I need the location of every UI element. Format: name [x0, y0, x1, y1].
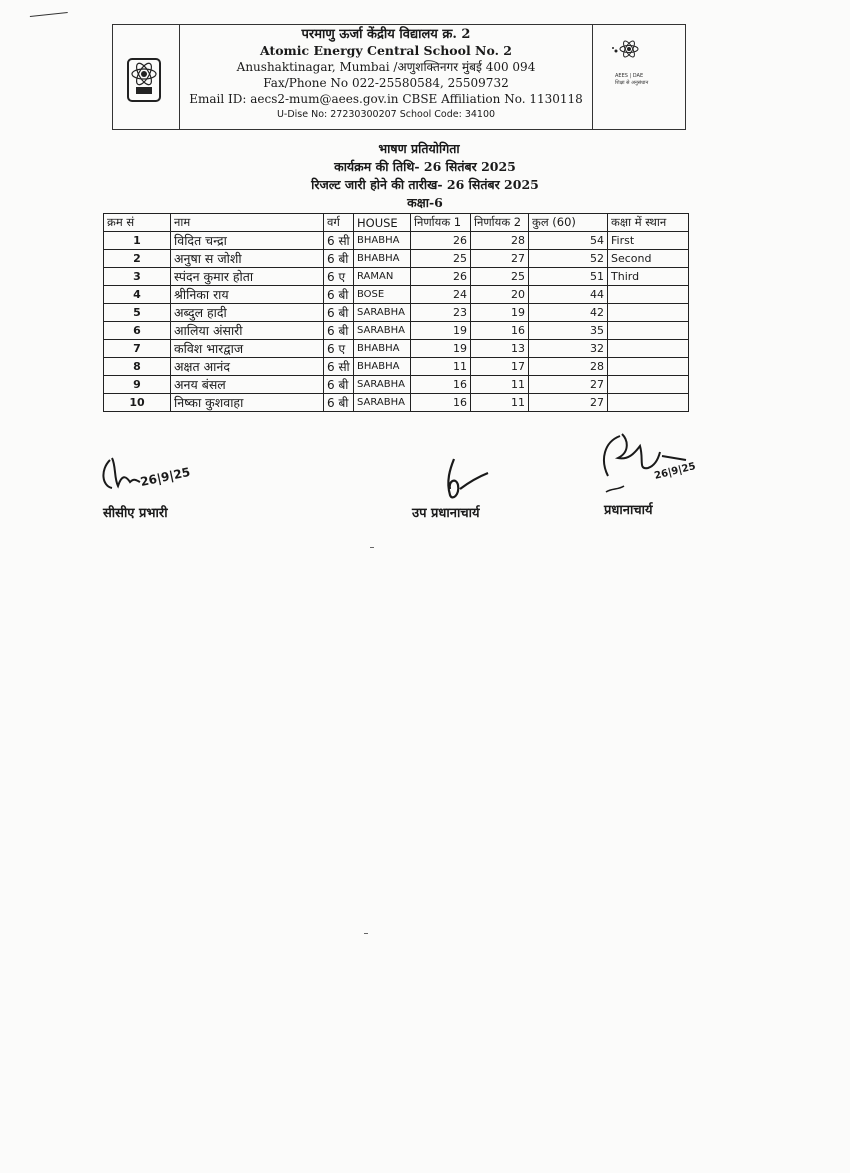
cell-total: 32 [529, 340, 608, 358]
cell-sn: 7 [104, 340, 171, 358]
scan-dot [364, 933, 368, 934]
cell-judge2: 28 [471, 232, 529, 250]
vice-principal-label: उप प्रधानाचार्य [412, 506, 480, 521]
school-name-hindi: परमाणु ऊर्जा केंद्रीय विद्यालय क्र. 2 [301, 27, 471, 42]
cell-total: 28 [529, 358, 608, 376]
cell-varg: 6 ए [324, 268, 354, 286]
cell-total: 27 [529, 376, 608, 394]
cell-judge2: 19 [471, 304, 529, 322]
cell-judge1: 26 [411, 268, 471, 286]
school-letterhead [112, 24, 686, 130]
cell-house: SARABHA [354, 376, 411, 394]
table-row [104, 286, 689, 304]
col-header-house: HOUSE [354, 214, 411, 232]
result-table [103, 213, 689, 412]
table-row [104, 232, 689, 250]
competition-title: भाषण प्रतियोगिता [378, 141, 460, 156]
cell-judge1: 25 [411, 250, 471, 268]
aees-emblem-cell [592, 25, 685, 129]
school-logo-cell [113, 25, 180, 129]
cell-judge1: 19 [411, 340, 471, 358]
cell-total: 35 [529, 322, 608, 340]
cell-sn: 5 [104, 304, 171, 322]
cell-varg: 6 सी [324, 358, 354, 376]
school-udise: U-Dise No: 27230300207 School Code: 34100 [276, 109, 496, 120]
cell-house: SARABHA [354, 322, 411, 340]
vice-signature-scribble [432, 455, 502, 505]
scan-artifact-line [30, 12, 68, 21]
table-row [104, 304, 689, 322]
table-row [104, 322, 689, 340]
cell-name: स्पंदन कुमार होता [171, 268, 324, 286]
cell-house: BHABHA [354, 250, 411, 268]
cell-varg: 6 बी [324, 394, 354, 412]
cell-rank [608, 394, 689, 412]
principal-signature [598, 430, 728, 506]
cell-rank [608, 340, 689, 358]
cell-judge2: 27 [471, 250, 529, 268]
col-header-name: नाम [171, 214, 324, 232]
cell-total: 42 [529, 304, 608, 322]
cell-sn: 8 [104, 358, 171, 376]
table-row [104, 394, 689, 412]
principal-signature-date: 26|9|25 [653, 461, 697, 482]
cell-house: BHABHA [354, 358, 411, 376]
cell-judge1: 23 [411, 304, 471, 322]
cell-house: BHABHA [354, 340, 411, 358]
cell-total: 52 [529, 250, 608, 268]
cell-varg: 6 बी [324, 322, 354, 340]
table-row [104, 376, 689, 394]
cell-rank [608, 376, 689, 394]
school-address: Anushaktinagar, Mumbai /अणुशक्तिनगर मुंबई 400 094 [236, 60, 536, 74]
cell-rank [608, 286, 689, 304]
cell-rank: First [608, 232, 689, 250]
cell-sn: 1 [104, 232, 171, 250]
cell-varg: 6 बी [324, 250, 354, 268]
cca-incharge-label: सीसीए प्रभारी [103, 506, 168, 521]
table-row [104, 358, 689, 376]
cell-total: 51 [529, 268, 608, 286]
cell-house: SARABHA [354, 304, 411, 322]
cell-judge1: 16 [411, 376, 471, 394]
cell-judge2: 11 [471, 376, 529, 394]
cell-judge2: 20 [471, 286, 529, 304]
cell-sn: 9 [104, 376, 171, 394]
cell-judge1: 26 [411, 232, 471, 250]
emblem-caption [615, 73, 648, 87]
cell-judge2: 13 [471, 340, 529, 358]
vice-principal-signature [432, 455, 502, 509]
cell-judge1: 19 [411, 322, 471, 340]
cell-varg: 6 ए [324, 340, 354, 358]
col-header-total: कुल (60) [529, 214, 608, 232]
cell-sn: 3 [104, 268, 171, 286]
aees-logo-icon [126, 57, 162, 103]
cell-name: श्रीनिका राय [171, 286, 324, 304]
cell-rank [608, 322, 689, 340]
col-header-judge2: निर्णायक 2 [471, 214, 529, 232]
cell-sn: 2 [104, 250, 171, 268]
cell-judge1: 11 [411, 358, 471, 376]
principal-signature-scribble [598, 430, 728, 502]
table-row [104, 268, 689, 286]
cell-name: अनय बंसल [171, 376, 324, 394]
program-date: कार्यक्रम की तिथि- 26 सितंबर 2025 [334, 159, 516, 174]
principal-label: प्रधानाचार्य [604, 503, 653, 518]
school-phone: Fax/Phone No 022-25580584, 25509732 [263, 76, 509, 90]
cell-judge2: 25 [471, 268, 529, 286]
cell-sn: 4 [104, 286, 171, 304]
emblem-caption-line1: AEES | DAE [615, 73, 644, 79]
document-titles [0, 140, 850, 212]
table-header-row [104, 214, 689, 232]
col-header-rank: कक्षा में स्थान [608, 214, 689, 232]
cell-name: अब्दुल हादी [171, 304, 324, 322]
cell-name: निष्का कुशवाहा [171, 394, 324, 412]
emblem-caption-line2: शिक्षा से अनुसंधान [615, 80, 649, 86]
cell-varg: 6 बी [324, 286, 354, 304]
class-label: कक्षा-6 [407, 195, 443, 210]
cell-house: BOSE [354, 286, 411, 304]
cell-house: RAMAN [354, 268, 411, 286]
scan-dot [370, 547, 374, 548]
cell-judge2: 11 [471, 394, 529, 412]
cell-judge1: 16 [411, 394, 471, 412]
cell-varg: 6 बी [324, 304, 354, 322]
cell-house: BHABHA [354, 232, 411, 250]
cell-rank [608, 358, 689, 376]
col-header-sn: क्रम सं [104, 214, 171, 232]
cell-name: अनुषा स जोशी [171, 250, 324, 268]
cell-total: 44 [529, 286, 608, 304]
result-date: रिजल्ट जारी होने की तारीख- 26 सितंबर 2025 [311, 177, 539, 192]
cell-judge2: 17 [471, 358, 529, 376]
cell-name: अक्षत आनंद [171, 358, 324, 376]
cell-sn: 10 [104, 394, 171, 412]
cca-signature-date: 26|9|25 [139, 464, 192, 490]
table-row [104, 340, 689, 358]
cell-house: SARABHA [354, 394, 411, 412]
cell-name: कविश भारद्वाज [171, 340, 324, 358]
cell-total: 54 [529, 232, 608, 250]
cell-varg: 6 सी [324, 232, 354, 250]
cell-name: आलिया अंसारी [171, 322, 324, 340]
cell-rank: Third [608, 268, 689, 286]
col-header-judge1: निर्णायक 1 [411, 214, 471, 232]
cell-name: विदित चन्द्रा [171, 232, 324, 250]
table-row [104, 250, 689, 268]
cca-signature [96, 452, 206, 506]
letterhead-text [181, 27, 591, 123]
table-body [104, 232, 689, 412]
cell-judge1: 24 [411, 286, 471, 304]
cell-total: 27 [529, 394, 608, 412]
school-email: Email ID: aecs2-mum@aees.gov.in CBSE Affiliation No. 1130118 [189, 92, 583, 106]
col-header-varg: वर्ग [324, 214, 354, 232]
cell-rank: Second [608, 250, 689, 268]
atom-emblem-icon [611, 35, 641, 63]
cell-varg: 6 बी [324, 376, 354, 394]
cell-judge2: 16 [471, 322, 529, 340]
cell-rank [608, 304, 689, 322]
school-name-english: Atomic Energy Central School No. 2 [259, 43, 513, 58]
cell-sn: 6 [104, 322, 171, 340]
